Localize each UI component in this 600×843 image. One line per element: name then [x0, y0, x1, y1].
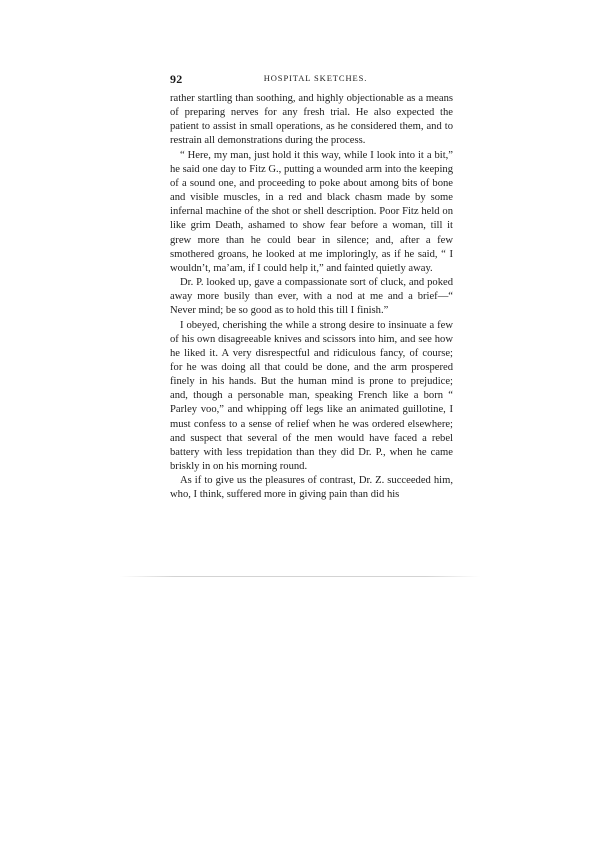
paragraph-obeyed: I obeyed, cherishing the while a strong desire to insinuate a few of his own disagreeable knives and scissors into him, and see how he liked it. A very disrespectful and ridiculous fancy, of course; for he was doing all that could be done, and the arm prospered finely in his hands. But the human mind is prone to prejudice; and, though a personable man, speaking French like a born “ Parley voo,” and whipping off legs like an animated guillotine, I must confess to a sense of relief when he was ordered elsewhere; and suspect that several of the men would have faced a rebel battery with less trepidation than they did Dr. P., when he came briskly in on his morning round. — [170, 319, 453, 473]
paragraph-dr-p: Dr. P. looked up, gave a compassionate sort of cluck, and poked away more busily than ever, with a nod at me and a brief—“ Never mind; be so good as to hold this till I finish.” — [170, 277, 453, 317]
paragraph-continuation: rather startling than soothing, and highly objectionable as a means of preparing nerves for any fresh trial. He also expected the patient to assist in small operations, as he considered them, and to restrain all demonstrations during the process. — [170, 93, 453, 147]
running-title: HOSPITAL SKETCHES. — [263, 73, 368, 83]
paragraph-fitz: “ Here, my man, just hold it this way, while I look into it a bit,” he said one day to Fitz G., putting a wounded arm into the keeping of a sound one, and proceeding to poke about among bits of bone and visible muscles, in a red and black chasm made by some infernal machine of the shot or shell description. Poor Fitz held on like grim Death, ashamed to show fear before a woman, till it grew more than he could bear in silence; and, after a few smothered groans, he looked at me imploringly, as if he said, “ I wouldn’t, ma’am, if I could help it,” and fainted quietly away. — [170, 149, 453, 274]
body-text — [170, 92, 453, 503]
page-number: 92 — [170, 72, 183, 86]
scan-edge-line — [120, 576, 480, 577]
running-head — [170, 72, 453, 86]
paragraph-dr-z: As if to give us the pleasures of contrast, Dr. Z. succeeded him, who, I think, suffered more in giving pain than did his — [170, 475, 453, 501]
